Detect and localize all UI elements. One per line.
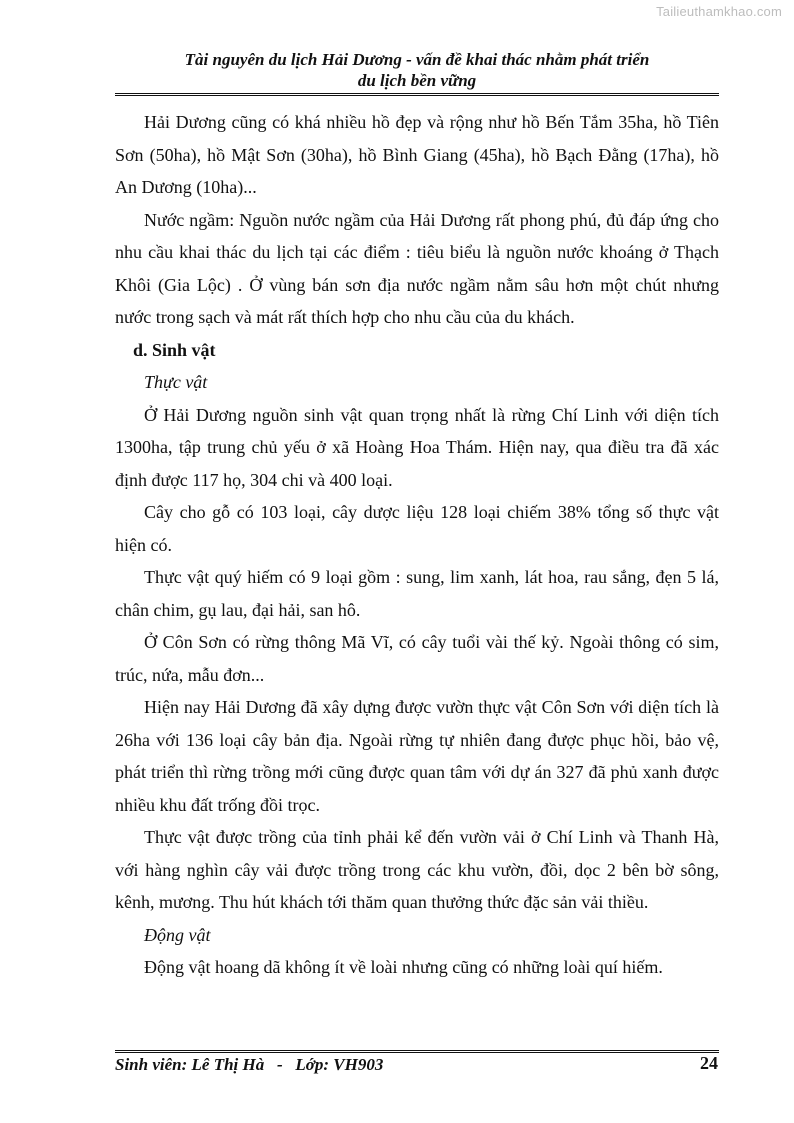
- subheading-dong-vat: Động vật: [144, 924, 211, 945]
- header-title-line-1: Tài nguyên du lịch Hải Dương - vấn đề khai thác nhằm phát triển: [184, 50, 650, 69]
- paragraph-botanical-garden: Hiện nay Hải Dương đã xây dựng được vườn thực vật Côn Sơn với diện tích là 26ha với 136 loại cây bản địa. Ngoài rừng tự nhiên đang được phục hồi, bảo vệ, phát triển thì rừng trồng mới cũng được quan tâm với dự án 327 đã phủ xanh được nhiều khu đất trống đồi trọc.: [115, 697, 719, 815]
- header-divider: [115, 93, 719, 96]
- footer-divider: [115, 1050, 719, 1053]
- page-header: [115, 49, 719, 91]
- footer-author: Sinh viên: Lê Thị Hà - Lớp: VH903: [115, 1055, 384, 1074]
- paragraph-lychee: Thực vật được trồng của tỉnh phải kể đến vườn vải ở Chí Linh và Thanh Hà, với hàng nghìn cây vải được trồng trong các khu vườn, đồi, dọc 2 bên bờ sông, kênh, mương. Thu hút khách tới thăm quan thưởng thức đặc sản vải thiều.: [115, 827, 719, 912]
- paragraph-chi-linh-forest: Ở Hải Dương nguồn sinh vật quan trọng nhất là rừng Chí Linh với diện tích 1300ha, tập trung chủ yếu ở xã Hoàng Hoa Thám. Hiện nay, qua điều tra đã xác định được 117 họ, 304 chi và 400 loại.: [115, 404, 719, 490]
- paragraph-wildlife: Động vật hoang dã không ít về loài nhưng cũng có những loài quí hiếm.: [144, 957, 663, 977]
- watermark-text: Tailieuthamkhao.com: [656, 4, 782, 19]
- page-number: 24: [700, 1053, 718, 1073]
- section-heading-sinh-vat: d. Sinh vật: [133, 339, 216, 360]
- paragraph-groundwater: Nước ngầm: Nguồn nước ngầm của Hải Dương rất phong phú, đủ đáp ứng cho nhu cầu khai thác du lịch tại các điểm : tiêu biểu là nguồn nước khoáng ở Thạch Khôi (Gia Lộc) . Ở vùng bán sơn địa nước ngầm nằm sâu hơn một chút nhưng nước trong sạch và mát rất thích hợp cho nhu cầu của du khách.: [115, 209, 719, 327]
- page-body: [115, 106, 719, 984]
- subheading-thuc-vat: Thực vật: [144, 372, 208, 392]
- paragraph-timber-medicinal: Cây cho gỗ có 103 loại, cây dược liệu 128 loại chiếm 38% tổng số thực vật hiện có.: [115, 502, 719, 555]
- paragraph-lakes: Hải Dương cũng có khá nhiều hồ đẹp và rộng như hồ Bến Tắm 35ha, hồ Tiên Sơn (50ha), hồ Mật Sơn (30ha), hồ Bình Giang (45ha), hồ Bạch Đằng (17ha), hồ An Dương (10ha)...: [115, 112, 719, 197]
- paragraph-rare-plants: Thực vật quý hiếm có 9 loại gồm : sung, lim xanh, lát hoa, rau sắng, đẹn 5 lá, chân chim, gụ lau, đại hải, san hô.: [115, 567, 719, 620]
- header-title-line-2: du lịch bền vững: [357, 71, 477, 90]
- paragraph-con-son-pines: Ở Côn Sơn có rừng thông Mã Vĩ, có cây tuổi vài thế kỷ. Ngoài thông có sim, trúc, nứa, mẫu đơn...: [115, 632, 719, 685]
